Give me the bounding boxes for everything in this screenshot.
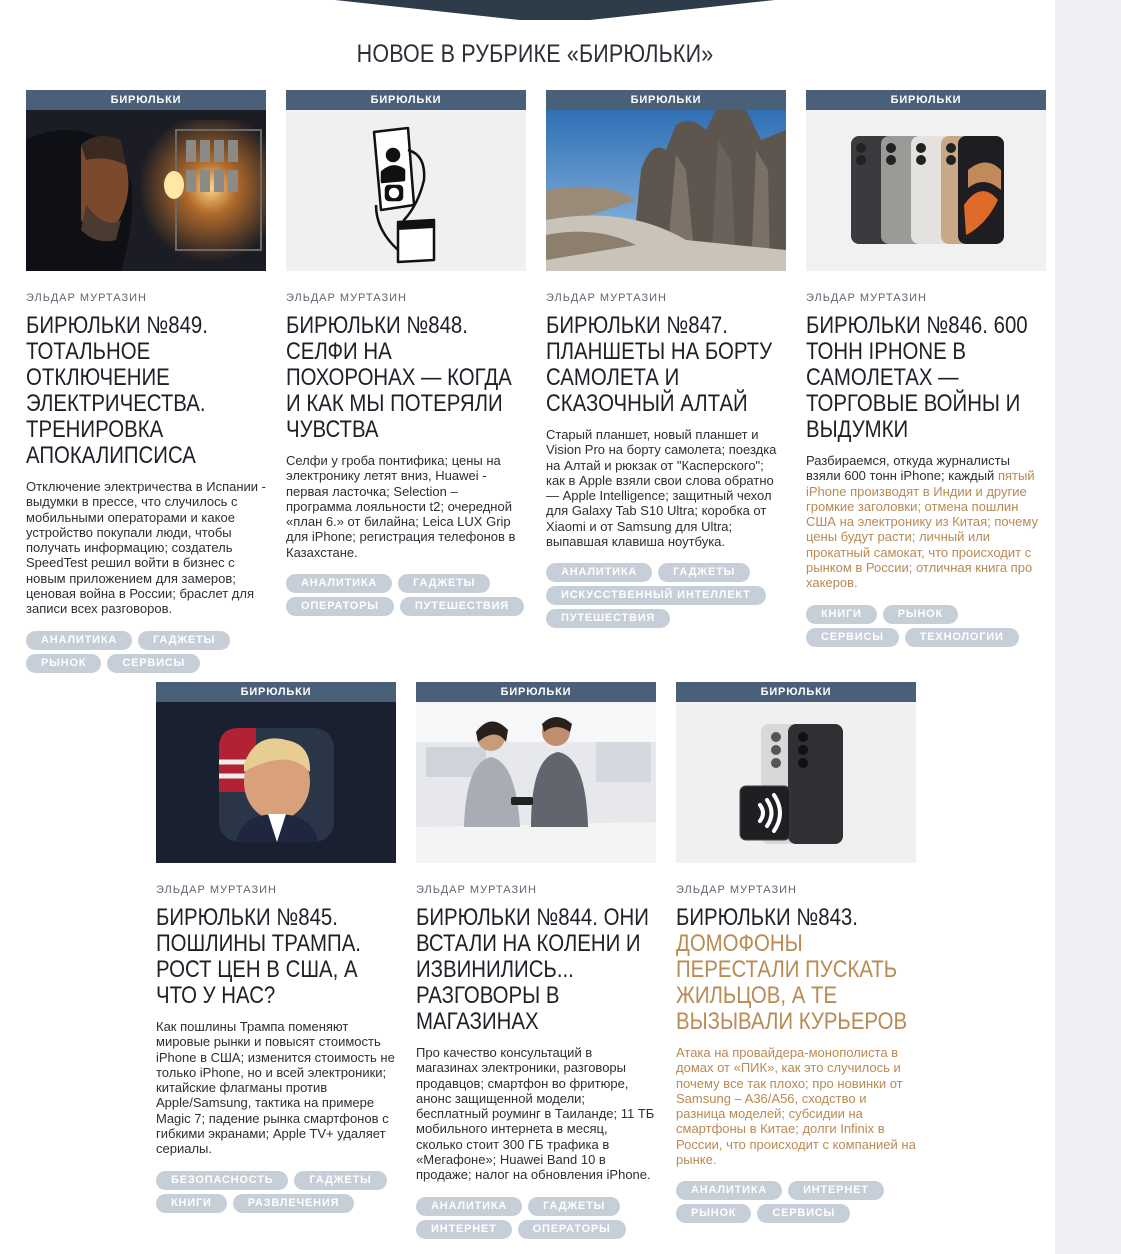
tag-button[interactable]: ИНТЕРНЕТ xyxy=(416,1220,512,1239)
article-thumbnail[interactable] xyxy=(806,90,1046,271)
tag-button[interactable]: ПУТЕШЕСТВИЯ xyxy=(400,597,524,616)
author-name[interactable]: ЭЛЬДАР МУРТАЗИН xyxy=(676,884,797,896)
category-label[interactable]: БИРЮЛЬКИ xyxy=(286,90,526,110)
description-highlight: пятый iPhone производят в Индии и другие громкие заголовки; отмена пошлин США на электронику из Китая; почему цены будут расти; личный или прокатный самокат, что происходит с рынком в России; отличная книга про хакеров. xyxy=(806,468,1038,591)
tag-button[interactable]: ТЕХНОЛОГИИ xyxy=(905,628,1019,647)
author-name[interactable]: ЭЛЬДАР МУРТАЗИН xyxy=(416,884,537,896)
article-thumbnail[interactable] xyxy=(26,90,266,271)
tag-button[interactable]: ИНТЕРНЕТ xyxy=(788,1181,884,1200)
tag-button[interactable]: АНАЛИТИКА xyxy=(546,563,652,582)
article-title[interactable]: БИРЮЛЬКИ №845. ПОШЛИНЫ ТРАМПА. РОСТ ЦЕН В США, А ЧТО У НАС? xyxy=(156,904,361,1009)
article-card[interactable] xyxy=(156,682,396,1213)
tag-button[interactable]: ОПЕРАТОРЫ xyxy=(518,1220,626,1239)
article-card[interactable] xyxy=(546,90,786,628)
category-label[interactable]: БИРЮЛЬКИ xyxy=(546,90,786,110)
tag-button[interactable]: ГАДЖЕТЫ xyxy=(658,563,750,582)
article-card[interactable] xyxy=(416,682,656,1239)
author-name[interactable]: ЭЛЬДАР МУРТАЗИН xyxy=(546,292,667,304)
tag-button[interactable]: АНАЛИТИКА xyxy=(416,1197,522,1216)
store-consultants-photo[interactable] xyxy=(416,702,656,863)
article-title[interactable]: БИРЮЛЬКИ №847. ПЛАНШЕТЫ НА БОРТУ САМОЛЕТА И СКАЗОЧНЫЙ АЛТАЙ xyxy=(546,312,773,417)
article-title[interactable] xyxy=(676,905,916,1035)
article-title[interactable]: БИРЮЛЬКИ №844. ОНИ ВСТАЛИ НА КОЛЕНИ И ИЗВИНИЛИСЬ... РАЗГОВОРЫ В МАГАЗИНАХ xyxy=(416,904,649,1035)
tag-button[interactable]: АНАЛИТИКА xyxy=(26,631,132,650)
title-lead[interactable]: БИРЮЛЬКИ №843. xyxy=(676,904,858,931)
article-description: Атака на провайдера-монополиста в домах от «ПИК», как это случилось и почему все так плохо; про новинки от Samsung – A36/A56, сходство и разница моделей; субсидии на смартфоны в Китае; долги Infinix в России, что происходит с компанией на рынке. xyxy=(676,1045,916,1168)
article-description: Старый планшет, новый планшет и Vision Pro на борту самолета; поездка на Алтай и рюкзак от "Касперского"; как в Apple взяли свои слова обратно — Apple Intelligence; защитный чехол для Galaxy Tab S10 Ultra; коробка от Xiaomi и от Samsung для Ultra; выпавшая клавиша ноутбука. xyxy=(546,427,777,550)
iphones-photo[interactable] xyxy=(806,110,1046,271)
tag-button[interactable]: АНАЛИТИКА xyxy=(676,1181,782,1200)
author-name[interactable]: ЭЛЬДАР МУРТАЗИН xyxy=(156,884,277,896)
article-description: Отключение электричества в Испании - выдумки в прессе, что случилось с мобильными операторами и какое устройство покупали люди, чтобы получать информацию; создатель SpeedTest решил войти в бизнес с новым приложением для замеров; ценовая война в России; браслет для записи всех разговоров. xyxy=(26,479,267,617)
article-thumbnail[interactable] xyxy=(416,682,656,863)
tag-button[interactable]: ГАДЖЕТЫ xyxy=(138,631,230,650)
article-description: Как пошлины Трампа поменяют мировые рынки и повысят стоимость iPhone в США; изменится стоимость не только iPhone, но и всей электроники; китайские флагманы против Apple/Samsung, тактика на примере Magic 7; падение рынка смартфонов с гибкими экранами; Apple TV+ удаляет сериалы. xyxy=(156,1019,395,1157)
tag-list xyxy=(156,1171,396,1213)
samsung-phone-nfc-photo[interactable] xyxy=(676,702,916,863)
description-lead: Разбираемся, откуда журналисты взяли 600 тонн iPhone; каждый xyxy=(806,453,1010,484)
author-name[interactable]: ЭЛЬДАР МУРТАЗИН xyxy=(26,292,147,304)
article-thumbnail[interactable] xyxy=(156,682,396,863)
tag-button[interactable]: ГАДЖЕТЫ xyxy=(528,1197,620,1216)
tag-button[interactable]: КНИГИ xyxy=(806,605,877,624)
article-card[interactable] xyxy=(676,682,916,1223)
tag-list xyxy=(26,631,266,673)
tag-list xyxy=(416,1197,656,1239)
tag-button[interactable]: СЕРВИСЫ xyxy=(757,1204,850,1223)
title-highlight[interactable]: ДОМОФОНЫ ПЕРЕСТАЛИ ПУСКАТЬ ЖИЛЬЦОВ, А ТЕ ВЫЗЫВАЛИ КУРЬЕРОВ xyxy=(676,930,908,1035)
article-title[interactable]: БИРЮЛЬКИ №848. СЕЛФИ НА ПОХОРОНАХ — КОГДА И КАК МЫ ПОТЕРЯЛИ ЧУВСТВА xyxy=(286,312,512,443)
tag-list xyxy=(676,1181,916,1223)
category-label[interactable]: БИРЮЛЬКИ xyxy=(26,90,266,110)
tag-button[interactable]: РЫНОК xyxy=(883,605,958,624)
tag-button[interactable]: ГАДЖЕТЫ xyxy=(294,1171,386,1190)
tag-button[interactable]: КНИГИ xyxy=(156,1194,227,1213)
tag-list xyxy=(546,563,786,628)
man-with-flashlight-photo[interactable] xyxy=(26,110,266,271)
tag-list xyxy=(806,605,1046,647)
tag-button[interactable]: ОПЕРАТОРЫ xyxy=(286,597,394,616)
article-description xyxy=(806,453,1046,591)
tag-button[interactable]: СЕРВИСЫ xyxy=(107,654,200,673)
article-thumbnail[interactable] xyxy=(286,90,526,271)
category-label[interactable]: БИРЮЛЬКИ xyxy=(156,682,396,702)
tag-button[interactable]: ИСКУССТВЕННЫЙ ИНТЕЛЛЕКТ xyxy=(546,586,766,605)
article-title[interactable]: БИРЮЛЬКИ №849. ТОТАЛЬНОЕ ОТКЛЮЧЕНИЕ ЭЛЕКТРИЧЕСТВА. ТРЕНИРОВКА АПОКАЛИПСИСА xyxy=(26,312,208,469)
category-label[interactable]: БИРЮЛЬКИ xyxy=(416,682,656,702)
category-label[interactable]: БИРЮЛЬКИ xyxy=(806,90,1046,110)
tag-button[interactable]: БЕЗОПАСНОСТЬ xyxy=(156,1171,288,1190)
article-description: Про качество консультаций в магазинах электроники, разговоры продавцов; смартфон во фритюре, анонс защищенной модели; бесплатный роуминг в Таиланде; 11 ТБ мобильного интернета в месяц, сколько стоит 300 ГБ трафика в «Мегафоне»; Huawei Band 10 в продаже; налог на обновления iPhone. xyxy=(416,1045,655,1183)
author-name[interactable]: ЭЛЬДАР МУРТАЗИН xyxy=(286,292,407,304)
article-card[interactable] xyxy=(286,90,526,616)
section-title: НОВОЕ В РУБРИКЕ «БИРЮЛЬКИ» xyxy=(356,40,714,68)
author-name[interactable]: ЭЛЬДАР МУРТАЗИН xyxy=(806,292,927,304)
top-banner-tab xyxy=(335,0,775,20)
hand-holding-phone-illustration[interactable] xyxy=(286,110,526,271)
article-title[interactable]: БИРЮЛЬКИ №846. 600 ТОНН IPHONE В САМОЛЕТАХ — ТОРГОВЫЕ ВОЙНЫ И ВЫДУМКИ xyxy=(806,312,1028,443)
tag-button[interactable]: АНАЛИТИКА xyxy=(286,574,392,593)
article-card[interactable] xyxy=(806,90,1046,647)
category-label[interactable]: БИРЮЛЬКИ xyxy=(676,682,916,702)
tag-button[interactable]: РАЗВЛЕЧЕНИЯ xyxy=(233,1194,355,1213)
article-description: Селфи у гроба понтифика; цены на электронику летят вниз, Huawei - первая ласточка; Selection – программа лояльности t2; очередной «план 6.» от билайна; Leica LUX Grip для iPhone; регистрация телефонов в Казахстане. xyxy=(286,453,516,560)
tag-button[interactable]: СЕРВИСЫ xyxy=(806,628,899,647)
altai-rocks-photo[interactable] xyxy=(546,110,786,271)
article-thumbnail[interactable] xyxy=(676,682,916,863)
tag-list xyxy=(286,574,526,616)
article-thumbnail[interactable] xyxy=(546,90,786,271)
tag-button[interactable]: ГАДЖЕТЫ xyxy=(398,574,490,593)
article-card[interactable] xyxy=(26,90,266,673)
tag-button[interactable]: РЫНОК xyxy=(26,654,101,673)
tag-button[interactable]: РЫНОК xyxy=(676,1204,751,1223)
trump-app-icon[interactable] xyxy=(156,702,396,863)
tag-button[interactable]: ПУТЕШЕСТВИЯ xyxy=(546,609,670,628)
